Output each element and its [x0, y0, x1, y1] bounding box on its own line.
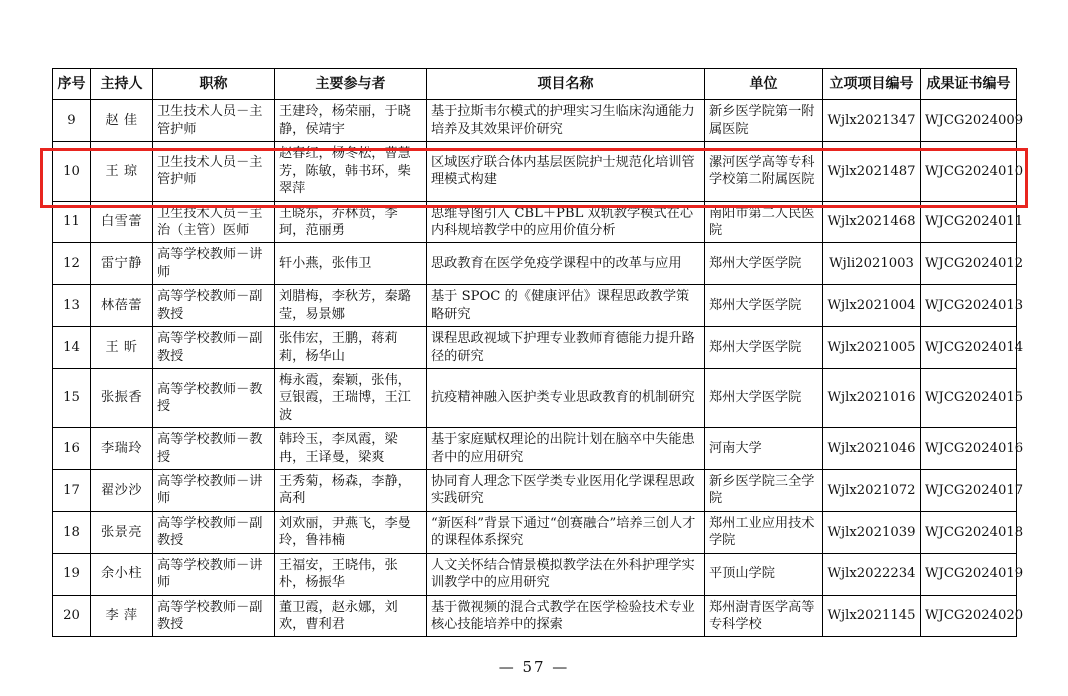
cell-project: 人文关怀结合情景模拟教学法在外科护理学实训教学中的应用研究: [427, 553, 705, 595]
column-header-project-code: 立项项目编号: [823, 69, 921, 100]
cell-seq: 12: [53, 243, 91, 285]
cell-title: 高等学校教师－副教授: [153, 327, 275, 369]
table-header: [53, 69, 1017, 100]
column-header-title: 职称: [153, 69, 275, 100]
table-row: [53, 201, 1017, 243]
cell-project: 区域医疗联合体内基层医院护士规范化培训管理模式构建: [427, 142, 705, 201]
cell-project: 基于拉斯韦尔模式的护理实习生临床沟通能力培养及其效果评价研究: [427, 100, 705, 142]
cell-members: 梅永霞，秦颖，张伟，豆银霞，王瑞博，王江波: [275, 368, 427, 427]
cell-unit: 郑州大学医学院: [705, 327, 823, 369]
cell-unit: 南阳市第二人民医院: [705, 201, 823, 243]
cell-project-code: Wjlx2021004: [823, 285, 921, 327]
cell-project-code: Wjlx2021039: [823, 511, 921, 553]
cell-project-code: Wjlx2021468: [823, 201, 921, 243]
cell-cert-code: WJCG2024013: [921, 285, 1017, 327]
cell-cert-code: WJCG2024012: [921, 243, 1017, 285]
cell-project: 基于家庭赋权理论的出院计划在脑卒中失能患者中的应用研究: [427, 428, 705, 470]
cell-host: 李 萍: [91, 595, 153, 637]
table-row: [53, 100, 1017, 142]
cell-title: 高等学校教师－副教授: [153, 285, 275, 327]
cell-project: “新医科”背景下通过“创赛融合”培养三创人才的课程体系探究: [427, 511, 705, 553]
table-row: [53, 470, 1017, 512]
cell-unit: 郑州大学医学院: [705, 368, 823, 427]
cell-cert-code: WJCG2024016: [921, 428, 1017, 470]
cell-title: 高等学校教师－教授: [153, 368, 275, 427]
cell-unit: 平顶山学院: [705, 553, 823, 595]
cell-title: 高等学校教师－副教授: [153, 511, 275, 553]
cell-project-code: Wjli2021003: [823, 243, 921, 285]
cell-project-code: Wjlx2022234: [823, 553, 921, 595]
cell-members: 轩小燕，张伟卫: [275, 243, 427, 285]
cell-host: 林蓓蕾: [91, 285, 153, 327]
cell-seq: 16: [53, 428, 91, 470]
cell-project: 基于 SPOC 的《健康评估》课程思政教学策略研究: [427, 285, 705, 327]
cell-seq: 18: [53, 511, 91, 553]
column-header-seq: 序号: [53, 69, 91, 100]
cell-cert-code: WJCG2024017: [921, 470, 1017, 512]
cell-host: 余小柱: [91, 553, 153, 595]
cell-cert-code: WJCG2024011: [921, 201, 1017, 243]
cell-unit: 郑州大学医学院: [705, 243, 823, 285]
cell-members: 张伟宏，王鹏，蒋莉莉，杨华山: [275, 327, 427, 369]
cell-host: 王 琼: [91, 142, 153, 201]
cell-members: 王建玲，杨荣丽，于晓静，侯靖宇: [275, 100, 427, 142]
cell-project: 思维导图引入 CBL＋PBL 双轨教学模式在心内科规培教学中的应用价值分析: [427, 201, 705, 243]
cell-members: 刘腊梅，李秋芳，秦璐莹，易景娜: [275, 285, 427, 327]
cell-project-code: Wjlx2021072: [823, 470, 921, 512]
cell-host: 张振香: [91, 368, 153, 427]
table-row: [53, 285, 1017, 327]
cell-members: 刘欢丽，尹燕飞，李曼玲，鲁祎楠: [275, 511, 427, 553]
column-header-project: 项目名称: [427, 69, 705, 100]
cell-title: 高等学校教师－教授: [153, 428, 275, 470]
cell-project: 课程思政视域下护理专业教师育德能力提升路径的研究: [427, 327, 705, 369]
table-body: [53, 100, 1024, 637]
cell-project: 思政教育在医学免疫学课程中的改革与应用: [427, 243, 705, 285]
table-row: [53, 327, 1017, 369]
cell-cert-code: WJCG2024010: [921, 142, 1017, 201]
table-row: [53, 511, 1017, 553]
cell-project-code: Wjlx2021046: [823, 428, 921, 470]
cell-seq: 17: [53, 470, 91, 512]
cell-title: 卫生技术人员－主治（主管）医师: [153, 201, 275, 243]
cell-title: 卫生技术人员－主管护师: [153, 100, 275, 142]
cell-project-code: Wjlx2021487: [823, 142, 921, 201]
cell-host: 张景亮: [91, 511, 153, 553]
cell-seq: 11: [53, 201, 91, 243]
column-header-members: 主要参与者: [275, 69, 427, 100]
cell-title: 高等学校教师－讲师: [153, 243, 275, 285]
cell-project-code: Wjlx2021005: [823, 327, 921, 369]
cell-seq: 9: [53, 100, 91, 142]
cell-seq: 14: [53, 327, 91, 369]
project-table: [52, 68, 1024, 637]
cell-members: 王晓东，乔林贲，李珂，范丽勇: [275, 201, 427, 243]
cell-unit: 郑州大学医学院: [705, 285, 823, 327]
cell-members: 王福安，王晓伟，张朴，杨振华: [275, 553, 427, 595]
cell-members: 韩玲玉，李凤霞，梁冉，王译曼，梁爽: [275, 428, 427, 470]
cell-unit: 漯河医学高等专科学校第二附属医院: [705, 142, 823, 201]
cell-seq: 20: [53, 595, 91, 637]
cell-seq: 19: [53, 553, 91, 595]
cell-members: 王秀菊，杨森，李静，高利: [275, 470, 427, 512]
cell-cert-code: WJCG2024019: [921, 553, 1017, 595]
column-header-unit: 单位: [705, 69, 823, 100]
cell-cert-code: WJCG2024009: [921, 100, 1017, 142]
cell-host: 翟沙沙: [91, 470, 153, 512]
table-row: [53, 428, 1017, 470]
table-row: [53, 368, 1017, 427]
cell-unit: 郑州澍青医学高等专科学校: [705, 595, 823, 637]
cell-project-code: Wjlx2021145: [823, 595, 921, 637]
cell-members: 董卫霞，赵永娜，刘欢，曹利君: [275, 595, 427, 637]
cell-unit: 郑州工业应用技术学院: [705, 511, 823, 553]
cell-cert-code: WJCG2024014: [921, 327, 1017, 369]
table-row: [53, 595, 1017, 637]
cell-project: 基于微视频的混合式教学在医学检验技术专业核心技能培养中的探索: [427, 595, 705, 637]
cell-project: 抗疫精神融入医护类专业思政教育的机制研究: [427, 368, 705, 427]
table-row: [53, 142, 1017, 201]
cell-title: 高等学校教师－讲师: [153, 470, 275, 512]
page-number: — 57 —: [498, 658, 570, 676]
cell-members: 赵春红，杨冬松，曹慧芳，陈敏，韩书环，柴翠萍: [275, 142, 427, 201]
cell-cert-code: WJCG2024015: [921, 368, 1017, 427]
cell-host: 李瑞玲: [91, 428, 153, 470]
cell-host: 王 昕: [91, 327, 153, 369]
cell-title: 高等学校教师－副教授: [153, 595, 275, 637]
cell-seq: 13: [53, 285, 91, 327]
cell-project-code: Wjlx2021347: [823, 100, 921, 142]
cell-unit: 新乡医学院第一附属医院: [705, 100, 823, 142]
cell-project: 协同育人理念下医学类专业医用化学课程思政实践研究: [427, 470, 705, 512]
column-header-host: 主持人: [91, 69, 153, 100]
cell-cert-code: WJCG2024018: [921, 511, 1017, 553]
cell-seq: 10: [53, 142, 91, 201]
table-row: [53, 553, 1017, 595]
cell-cert-code: WJCG2024020: [921, 595, 1017, 637]
cell-host: 白雪蕾: [91, 201, 153, 243]
cell-project-code: Wjlx2021016: [823, 368, 921, 427]
table-header-row: [53, 69, 1017, 100]
project-table-container: [52, 68, 1024, 637]
cell-title: 高等学校教师－讲师: [153, 553, 275, 595]
table-row: [53, 243, 1017, 285]
cell-host: 赵 佳: [91, 100, 153, 142]
cell-seq: 15: [53, 368, 91, 427]
cell-unit: 新乡医学院三全学院: [705, 470, 823, 512]
column-header-cert-code: 成果证书编号: [921, 69, 1017, 100]
cell-host: 雷宁静: [91, 243, 153, 285]
cell-unit: 河南大学: [705, 428, 823, 470]
cell-title: 卫生技术人员－主管护师: [153, 142, 275, 201]
